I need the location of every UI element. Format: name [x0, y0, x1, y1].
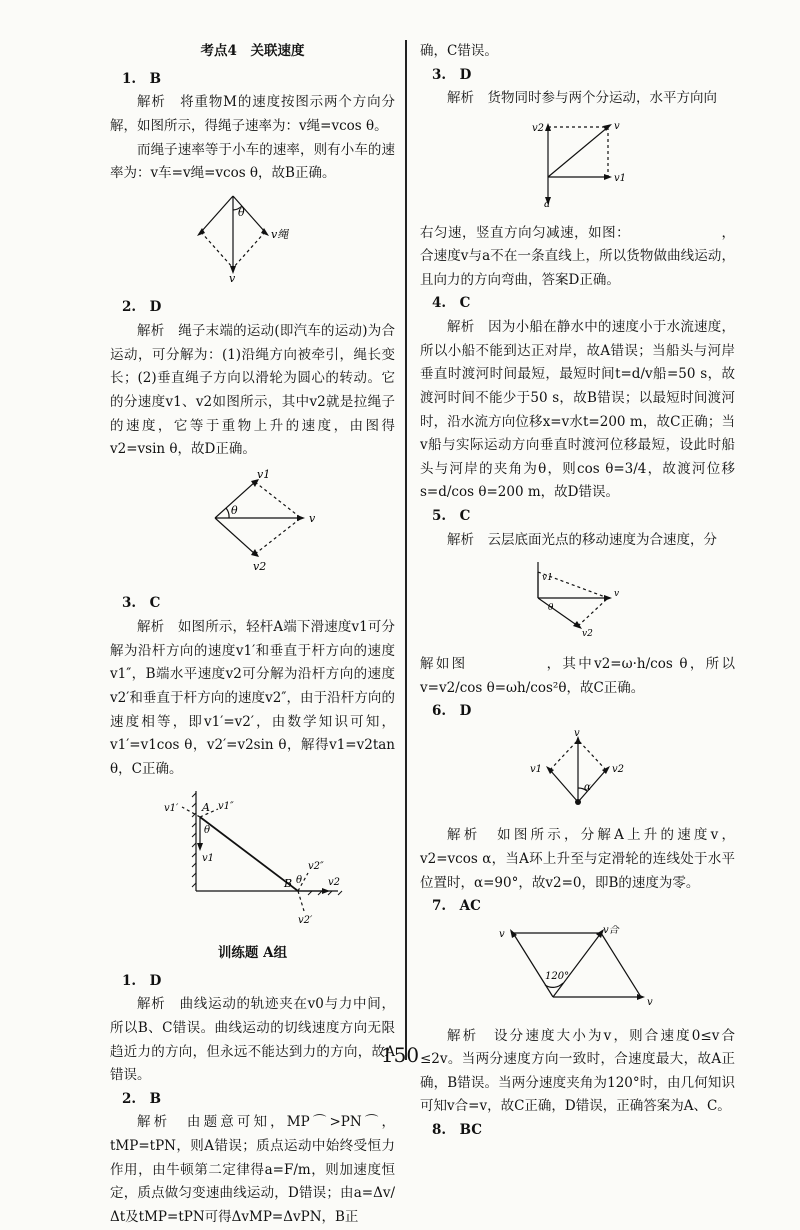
group-answer-6: 6. D: [432, 703, 472, 720]
fig3-A: A: [201, 801, 210, 815]
fig7-angle: 120°: [544, 970, 569, 982]
fig5-theta: θ: [547, 603, 553, 614]
column-divider: [405, 40, 407, 1060]
fig1-v: v: [228, 271, 235, 282]
figure-6: [420, 730, 735, 819]
fig7-v-bottom: v: [646, 996, 653, 1008]
figure-3: [110, 787, 395, 936]
fig5-v: v: [613, 589, 619, 600]
fig3-v1: v1: [201, 853, 214, 865]
fig3-B: B: [283, 877, 292, 891]
fig2-v2: v2: [252, 559, 266, 573]
fig4-a: a: [543, 198, 550, 207]
fig6-v2: v2: [611, 763, 624, 775]
explanation-3: 解析 如图所示，轻杆A端下滑速度v1可分解为沿杆方向的速度v1′和垂直于杆方向的速度v1″，B端水平速度v2可分解为沿杆方向的速度v2′和垂直于杆方向的速度v2″，由于沿杆方向的速度相等，即v1′=v2′，由数学知识可知，v1′=v1cos θ，v2′=v2sin θ，解得v1=v2tan θ，C正确。: [110, 619, 395, 777]
explanation-2: 解析 绳子末端的运动(即汽车的运动)为合运动，可分解为：(1)沿绳方向被牵引，绳长变长；(2)垂直绳子方向以滑轮为圆心的转动。它的分速度v1、v2如图所示，其中v2就是拉绳子的速度，它等于重物上升的速度，由图得v2=vsin θ，故D正确。: [110, 323, 395, 458]
fig1-theta: θ: [237, 205, 245, 219]
explanation-1b: 而绳子速率等于小车的速率，则有小车的速率为：v车=v绳=vcos θ，故B正确。: [110, 141, 395, 182]
figure-1: [110, 192, 395, 291]
fig3-theta-b: θ: [295, 875, 302, 887]
group-answer-7: 7. AC: [432, 898, 481, 915]
group-answer-3: 3. D: [432, 66, 472, 83]
answer-3: 3. C: [122, 595, 161, 612]
group-answer-2: 2. B: [122, 1090, 162, 1107]
group-answer-5: 5. C: [432, 508, 471, 524]
fig2-v: v: [308, 511, 315, 525]
group-explanation-3b: 右匀速，竖直方向匀减速，如图： ，合速度v与a不在一条直线上，所以货物做曲线运动，且向力的方向弯曲，答案D正确。: [420, 224, 735, 288]
group-explanation-2: 解析 由题意可知，MP⌒>PN⌒，tMP=tPN，则A错误；质点运动中始终受恒力作用，由牛顿第二定律得a=F/m，则加速度恒定，质点做匀变速曲线运动，D错误；由a=Δv/Δt及tMP=tPN可得ΔvMP=ΔvPN，B正: [110, 1114, 395, 1225]
fig6-alpha: α: [583, 781, 591, 793]
group-explanation-6: 解析 如图所示，分解A上升的速度v，v2=vcos α，当A环上升至与定滑轮的连线处于水平位置时，α=90°，故v2=0，即B的速度为零。: [420, 827, 735, 891]
fig5-v1: v1: [541, 573, 553, 584]
fig3-v2pp: v2″: [307, 861, 324, 873]
group-explanation-1: 解析 曲线运动的轨迹夹在v0与力中间，所以B、C错误。曲线运动的切线速度方向无限趋近力的方向，但永远不能达到力的方向，故A错误。: [110, 996, 395, 1084]
explanation-1a: 解析 将重物M的速度按图示两个方向分解，如图所示，得绳子速率为：v绳=vcos θ。: [110, 94, 395, 134]
figure-7: [420, 925, 735, 1019]
continued-text: 确，C错误。: [420, 43, 498, 59]
fig4-v1: v1: [613, 172, 626, 184]
fig4-v: v: [613, 120, 620, 132]
fig6-v: v: [573, 729, 580, 739]
page-number: 150: [380, 1043, 420, 1067]
fig2-v1: v1: [256, 467, 270, 481]
group-explanation-7: 解析 设分速度大小为v，则合速度0≤v合≤2v。当两分速度方向一致时，合速度最大，故A正确，B错误。当两分速度夹角为120°时，由几何知识可知v合=v，故C正确，D错误，正确答案为A、C。: [420, 1027, 735, 1115]
fig7-v-left: v: [498, 928, 505, 940]
fig3-v1p: v1′: [163, 803, 178, 815]
figure-5: [420, 558, 735, 647]
fig2-theta: θ: [230, 503, 238, 517]
figure-2: [110, 468, 395, 587]
fig3-theta-a: θ: [203, 825, 210, 837]
group-answer-8: 8. BC: [432, 1122, 482, 1138]
right-column: [420, 40, 735, 1143]
group-explanation-5b: 解如图 ，其中v2=ω·h/cos θ，所以v=v2/cos θ=ωh/cos²θ，故C正确。: [420, 655, 735, 696]
group-answer-1: 1. D: [122, 972, 162, 989]
section-title: 考点4 关联速度: [200, 43, 305, 59]
fig4-v2: v2: [531, 122, 544, 134]
fig3-v2p: v2′: [297, 915, 312, 927]
group-answer-4: 4. C: [432, 295, 471, 312]
figure-4: [420, 117, 735, 216]
group-explanation-3a: 解析 货物同时参与两个分运动，水平方向向: [447, 90, 717, 107]
answer-1: 1. B: [122, 70, 162, 87]
group-title: 训练题 A组: [217, 945, 288, 961]
answer-2: 2. D: [122, 299, 162, 316]
fig3-v1pp: v1″: [217, 801, 234, 813]
fig7-v-sum: v合: [602, 924, 619, 936]
fig1-v-rope: v绳: [270, 227, 288, 241]
fig3-v2: v2: [327, 877, 340, 889]
group-explanation-4: 解析 因为小船在静水中的速度小于水流速度，所以小船不能到达正对岸，故A错误；当船头与河岸垂直时渡河时间最短，最短时间t=d/v船=50 s，故渡河时间不能少于50 s，故B错误；以最短时间渡河时，沿水流方向位移x=v水t=200 m，故C正确；当v船与实际运动方向垂直时渡河位移最短，设此时船头与河岸的夹角为θ，则cos θ=3/4，故渡河位移s=d/cos θ=200 m，故D错误。: [420, 319, 735, 501]
fig5-v2: v2: [581, 629, 593, 639]
fig6-v1: v1: [529, 763, 542, 775]
group-explanation-5a: 解析 云层底面光点的移动速度为合速度，分: [447, 531, 717, 548]
